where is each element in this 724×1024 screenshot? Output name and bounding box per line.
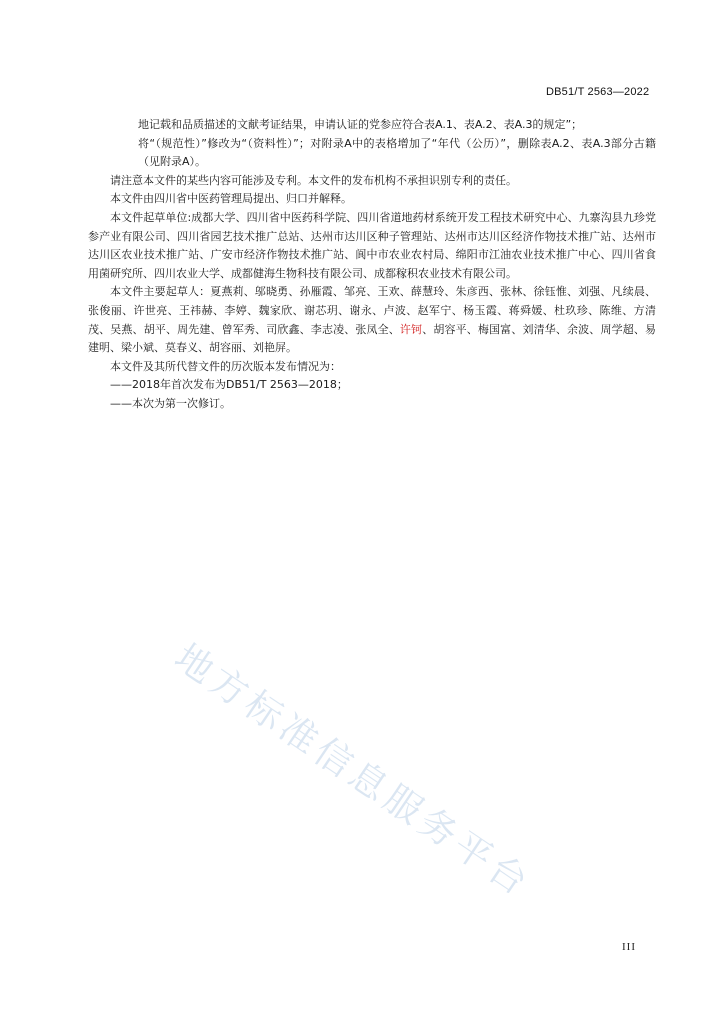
page-number: III <box>622 941 636 953</box>
version-history-item-2: ——本次为第一次修订。 <box>110 396 231 410</box>
drafters-part-2: 、胡容平、梅国富、刘清华、余波、周学超、易建明、梁小斌、莫春义、胡容丽、刘艳屏。 <box>88 322 657 355</box>
patent-notice: 请注意本文件的某些内容可能涉及专利。本文件的发布机构不承担识别专利的责任。 <box>110 173 517 187</box>
document-body <box>88 116 656 414</box>
drafter-highlighted: 许钶 <box>399 322 423 336</box>
drafters-part-1: 本文件主要起草人：夏燕莉、邬晓勇、孙雁霞、邹亮、王欢、薛慧玲、朱彦西、张林、徐钰惟、刘强、凡续晨、张俊丽、许世亮、王祎赫、李婷、魏家欣、谢芯玥、谢永、卢波、赵军宁、杨玉霞、蒋舜媛、杜玖珍、陈维、方清茂、吴燕、胡平、周先建、曾军秀、司欣鑫、李志凌、张凤全、 <box>88 285 656 336</box>
clause-continuation-2: 将“（规范性）”修改为“（资料性）”；对附录A中的表格增加了“年代（公历）”，删除表A.2、表A.3部分古籍（见附录A）。 <box>138 136 656 169</box>
clause-continuation-1: 地记载和品质描述的文献考证结果，申请认证的党参应符合表A.1、表A.2、表A.3的规定”； <box>138 118 583 131</box>
version-history-item-1: ——2018年首次发布为DB51/T 2563—2018； <box>110 378 348 392</box>
document-code: DB51/T 2563—2022 <box>546 86 650 98</box>
main-drafters <box>88 283 656 357</box>
watermark: 地方标准信息服务平台 <box>166 635 540 906</box>
drafting-units: 本文件起草单位:成都大学、四川省中医药科学院、四川省道地药材系统开发工程技术研究中心、九寨沟县九珍党参产业有限公司、四川省园艺技术推广总站、达州市达川区种子管理站、达州市达川区经济作物技术推广站、达州市达川区农业技术推广站、广安市经济作物技术推广站、阆中市农业农村局、绵阳市江油农业技术推广中心、四川省食用菌研究所、四川农业大学、成都健海生物科技有限公司、成都稼积农业技术有限公司。 <box>88 210 656 280</box>
proposer-statement: 本文件由四川省中医药管理局提出、归口并解释。 <box>110 192 352 206</box>
version-history-intro: 本文件及其所代替文件的历次版本发布情况为： <box>110 359 341 373</box>
